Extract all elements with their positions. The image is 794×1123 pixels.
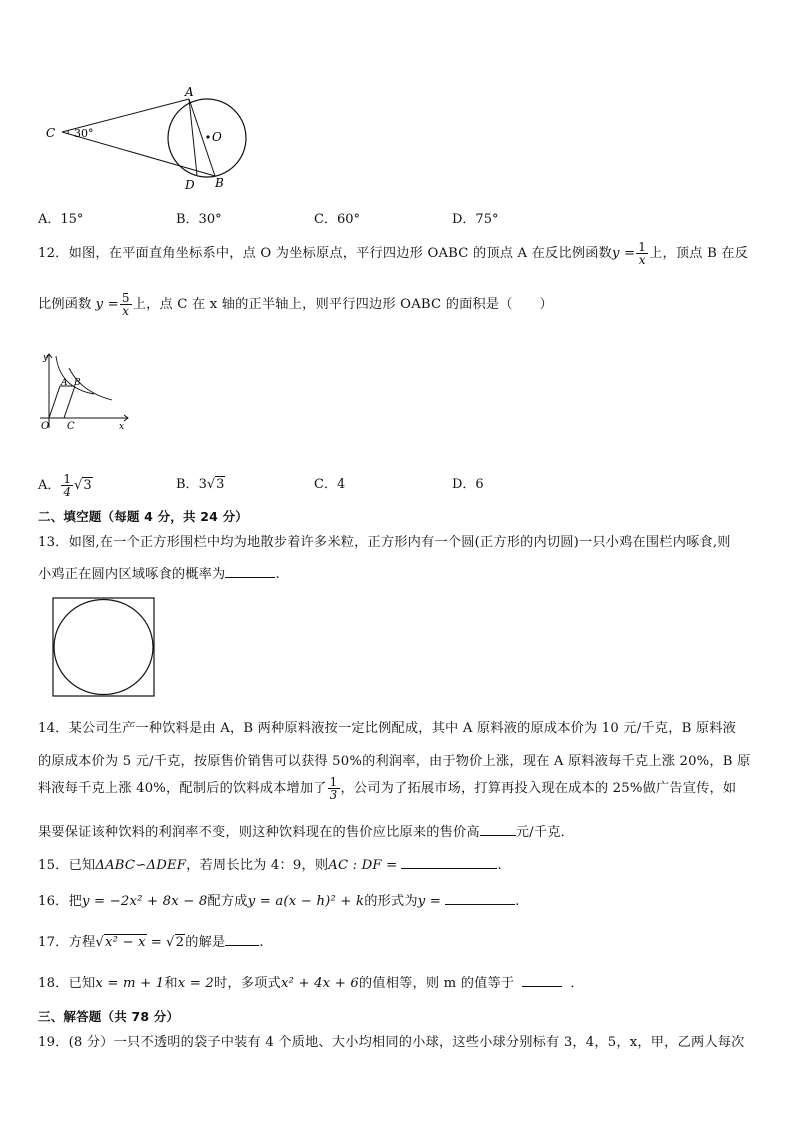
q14-line4	[38, 821, 574, 840]
q17-rhs: 2	[175, 935, 185, 950]
q18-text-1: 18．已知	[38, 976, 96, 991]
angle-label: 30°	[74, 127, 94, 140]
section-2-heading: 二、填空题（每题 4 分，共 24 分）	[38, 509, 249, 524]
point-label-b: B	[74, 378, 81, 388]
q14-text-3: 果要保证该种饮料的利润率不变，则这种饮料现在的售价应比原来的售价高	[38, 825, 480, 840]
q17-radicand: x² − x	[104, 935, 146, 950]
q12-options	[38, 465, 598, 501]
q18-cond-1: x = m + 1	[95, 976, 165, 991]
q15-text-1: 15．已知	[38, 858, 96, 873]
q16-answer-lhs: y =	[417, 894, 442, 909]
fraction-denominator: x	[122, 304, 130, 318]
q16-expr: y = −2x² + 8x − 8	[81, 894, 208, 909]
q16-end: .	[515, 894, 520, 909]
q18-text-2: 和	[164, 976, 178, 991]
q14-line1: 14．某公司生产一种饮料是由 A，B 两种原料液按一定比例配成，其中 A 原料液的原成本价为 10 元/千克，B 原料液	[38, 721, 737, 736]
fraction-denominator: 3	[329, 788, 338, 802]
option-a[interactable]	[38, 473, 93, 498]
q13-text: 小鸡正在圆内区域啄食的概率为	[38, 567, 226, 582]
fraction-denominator: x	[638, 253, 646, 267]
q14-text-2: ，公司为了拓展市场，打算再投入现在成本的 25%做广告宣传，如	[340, 781, 737, 796]
q14-line3	[38, 776, 736, 801]
answer-blank[interactable]	[401, 856, 497, 869]
point-label-c: C	[46, 126, 56, 140]
q12-func1-lhs: y =	[612, 246, 636, 261]
q14-text-1: 料液每千克上涨 40%，配制后的饮料成本增加了	[38, 781, 327, 796]
q11-options	[38, 208, 598, 228]
option-d[interactable]: D．6	[452, 477, 484, 492]
axis-label-x: x	[119, 422, 125, 432]
q12-func1-fraction	[636, 241, 648, 266]
point-label-a: A	[185, 86, 194, 99]
option-c[interactable]: C．4	[314, 477, 346, 492]
point-label-a: A	[61, 378, 68, 388]
q12-line2	[38, 292, 553, 317]
fraction-numerator: 1	[63, 472, 72, 486]
q15-triangle-2: ΔDEF	[146, 858, 187, 873]
q18-end: ．	[570, 976, 584, 991]
answer-blank[interactable]	[445, 892, 515, 905]
option-b-radicand: 3	[216, 477, 225, 492]
q14-text-4: 元/千克．	[515, 825, 574, 840]
fraction-numerator: 1	[329, 775, 338, 789]
q16-text-3: 的形式为	[364, 894, 418, 909]
q15-triangle-1: ΔABC	[95, 858, 136, 873]
point-label-b: B	[215, 176, 224, 190]
q12-func2-fraction	[120, 292, 132, 317]
q12-graph-figure	[36, 348, 136, 434]
option-b[interactable]	[176, 473, 225, 492]
q16-text-1: 16．把	[38, 894, 82, 909]
q12-func2-lhs: y =	[95, 297, 119, 312]
option-b-coef: 3	[198, 477, 207, 492]
axis-label-y: y	[43, 353, 49, 363]
q17-text-2: 的解是	[185, 935, 226, 950]
option-d[interactable]: D．75°	[452, 212, 499, 227]
option-c[interactable]: C．60°	[314, 212, 360, 227]
answer-blank[interactable]	[225, 565, 275, 578]
q12-text-4: 上，点 C 在 x 轴的正半轴上，则平行四边形 OABC 的面积是（ ）	[132, 297, 553, 312]
equals-sign: =	[150, 935, 162, 950]
q18-text-4: 的值相等，则 m 的值等于	[358, 976, 515, 991]
option-b[interactable]: B．30°	[176, 212, 222, 227]
answer-blank[interactable]	[225, 933, 259, 946]
sqrt-symbol: √	[95, 935, 104, 950]
q12-text-2: 上，顶点 B 在反	[649, 246, 749, 261]
option-a[interactable]: A．15°	[38, 212, 84, 227]
option-a-radicand: 3	[83, 478, 92, 493]
q15-ratio: AC : DF =	[328, 858, 398, 873]
q17-end: .	[259, 935, 264, 950]
q14-line2: 的原成本价为 5 元/千克，按原售价销售可以获得 50%的利润率，由于物价上涨，现在 A 原料液每千克上涨 20%，B 原	[38, 754, 751, 769]
q19-line1: 19．(8 分）一只不透明的袋子中装有 4 个质地、大小均相同的小球，这些小球分别标有 3，4，5，x，甲，乙两人每次	[38, 1035, 745, 1050]
q14-fraction	[328, 776, 340, 801]
q18-line	[38, 972, 584, 991]
point-label-o: O	[212, 130, 222, 144]
q17-line	[38, 931, 264, 950]
q12-text-1: 12．如图，在平面直角坐标系中，点 O 为坐标原点，平行四边形 OABC 的顶点 A 在反比例函数	[38, 246, 612, 261]
q13-square-circle-figure	[52, 597, 156, 699]
fraction-denominator: 4	[63, 485, 72, 499]
q18-polynomial: x² + 4x + 6	[280, 976, 359, 991]
q15-end: .	[497, 858, 502, 873]
sqrt-symbol: √	[74, 478, 83, 493]
sqrt-symbol: √	[206, 477, 216, 492]
option-a-label: A．	[38, 478, 61, 493]
q18-cond-2: x = 2	[177, 976, 214, 991]
q17-text-1: 17．方程	[38, 935, 96, 950]
answer-blank[interactable]	[522, 974, 562, 987]
q12-text-3: 比例函数	[38, 297, 92, 312]
q11-circle-figure	[38, 86, 258, 196]
point-label-d: D	[185, 178, 195, 192]
q16-line	[38, 890, 519, 909]
q18-text-3: 时，多项式	[214, 976, 281, 991]
point-label-c: C	[67, 421, 75, 432]
q13-line2: 小鸡正在圆内区域啄食的概率为 .	[38, 567, 280, 582]
section-3-heading: 三、解答题（共 78 分）	[38, 1009, 180, 1024]
q16-vertex-form: y = a(x − h)² + k	[247, 894, 365, 909]
q16-text-2: 配方成	[207, 894, 248, 909]
answer-blank[interactable]	[480, 823, 516, 836]
similar-symbol: ∽	[135, 858, 147, 873]
option-a-fraction	[61, 473, 73, 498]
q15-text-2: ，若周长比为 4：9，则	[186, 858, 329, 873]
q12-line1	[38, 241, 748, 266]
sqrt-symbol: √	[166, 935, 175, 950]
q13-line1: 13．如图,在一个正方形围栏中均为地散步着许多米粒，正方形内有一个圆(正方形的内切圆)一只小鸡在围栏内啄食,则	[38, 535, 731, 550]
fraction-numerator: 1	[638, 240, 647, 254]
option-b-label: B．	[176, 477, 199, 492]
q15-line	[38, 854, 502, 873]
fraction-numerator: 5	[121, 291, 130, 305]
point-label-o: O	[41, 421, 50, 432]
